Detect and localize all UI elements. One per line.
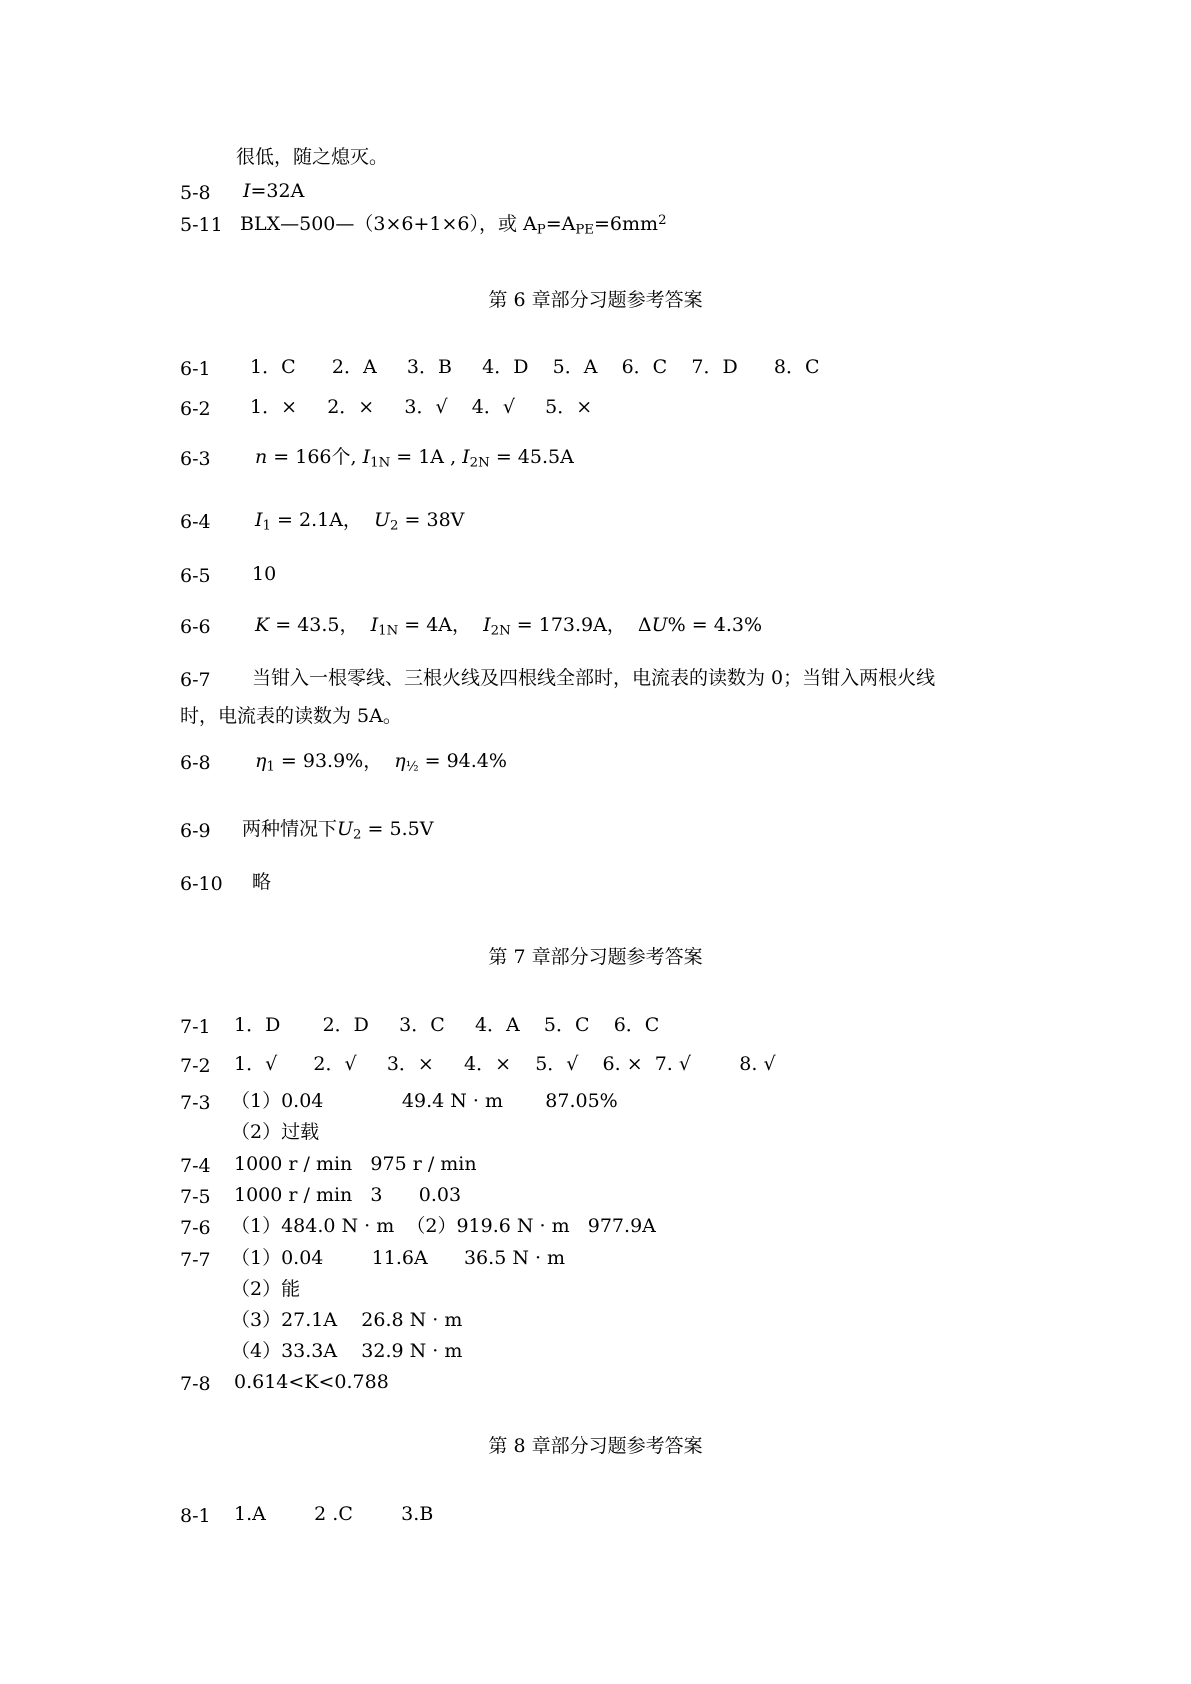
answer-6-8: $\eta_1 = 93.9\%$， $\eta_{\frac{1}{2}} = 94.4\%$ (255, 750, 507, 775)
answer-label-7-3: 7-3 (180, 1092, 211, 1114)
answer-label-7-6: 7-6 (180, 1217, 211, 1239)
answer-6-7-line2: 时，电流表的读数为 5A。 (180, 705, 402, 727)
answer-label-5-11: 5-11 (180, 214, 223, 236)
answer-label-6-5: 6-5 (180, 565, 211, 587)
answer-label-6-7: 6-7 (180, 669, 211, 691)
chapter-7-heading: 第 7 章部分习题参考答案 (488, 946, 703, 968)
answer-label-7-2: 7-2 (180, 1055, 211, 1077)
answer-label-6-9: 6-9 (180, 820, 211, 842)
continuation-text: 很低，随之熄灭。 (236, 146, 389, 168)
answer-6-2: 1．× 2．× 3．√ 4．√ 5．× (250, 396, 593, 418)
answer-6-4: $I_1 = 2.1A$， $U_2 = 38V$ (255, 509, 465, 534)
answer-label-6-2: 6-2 (180, 398, 211, 420)
answer-label-7-1: 7-1 (180, 1016, 211, 1038)
answer-label-8-1: 8-1 (180, 1505, 211, 1527)
answer-label-6-10: 6-10 (180, 873, 223, 895)
answer-6-9: 两种情况下$U_2 = 5.5V$ (242, 818, 434, 843)
answer-6-5: 10 (252, 563, 277, 585)
answer-6-1: 1．C 2．A 3．B 4．D 5．A 6．C 7．D 8．C (250, 356, 820, 378)
answer-7-7-line4: （4）33.3A 32.9 N · m (231, 1340, 463, 1362)
answer-7-1: 1．D 2．D 3．C 4．A 5．C 6．C (234, 1014, 660, 1036)
answer-label-7-8: 7-8 (180, 1373, 211, 1395)
answer-7-6: （1）484.0 N · m （2）919.6 N · m 977.9A (231, 1215, 656, 1237)
answer-label-7-4: 7-4 (180, 1155, 211, 1177)
answer-8-1: 1.A 2 .C 3.B (234, 1503, 434, 1525)
answer-7-7-line3: （3）27.1A 26.8 N · m (231, 1309, 463, 1331)
answer-6-6: K = 43.5， $I_{1N} = 4A$， $I_{2N} = 173.9A$， ΔU% = 4.3% (255, 614, 762, 639)
answer-7-4: 1000 r / min 975 r / min (234, 1153, 477, 1175)
answer-label-5-8: 5-8 (180, 182, 211, 204)
answer-label-6-1: 6-1 (180, 358, 211, 380)
answer-7-7-line1: （1）0.04 11.6A 36.5 N · m (231, 1247, 566, 1269)
answer-label-7-7: 7-7 (180, 1249, 211, 1271)
answer-label-6-8: 6-8 (180, 752, 211, 774)
answer-label-6-4: 6-4 (180, 511, 211, 533)
chapter-8-heading: 第 8 章部分习题参考答案 (488, 1435, 703, 1457)
answer-label-6-3: 6-3 (180, 448, 211, 470)
answer-label-7-5: 7-5 (180, 1186, 211, 1208)
answer-7-3-line2: （2）过载 (231, 1121, 320, 1143)
answer-7-7-line2: （2）能 (231, 1278, 301, 1300)
answer-5-11: BLX—500—（3×6+1×6），或 $A_P=A_{PE}=6mm^2$ (240, 212, 667, 238)
answer-5-8: I=32A (243, 180, 305, 202)
chapter-6-heading: 第 6 章部分习题参考答案 (488, 289, 703, 311)
answer-7-8: 0.614<K<0.788 (234, 1371, 389, 1393)
answer-6-7-line1: 当钳入一根零线、三根火线及四根线全部时，电流表的读数为 0；当钳入两根火线 (252, 667, 936, 689)
answer-6-10: 略 (252, 871, 272, 893)
answer-6-3: n = 166个, $I_{1N} = 1A$ , $I_{2N} = 45.5A$ (255, 446, 574, 471)
answer-7-2: 1．√ 2．√ 3．× 4．× 5．√ 6. × 7. √ 8. √ (234, 1053, 776, 1075)
answer-7-5: 1000 r / min 3 0.03 (234, 1184, 462, 1206)
answer-label-6-6: 6-6 (180, 616, 211, 638)
answer-7-3-line1: （1）0.04 49.4 N · m 87.05% (231, 1090, 618, 1112)
